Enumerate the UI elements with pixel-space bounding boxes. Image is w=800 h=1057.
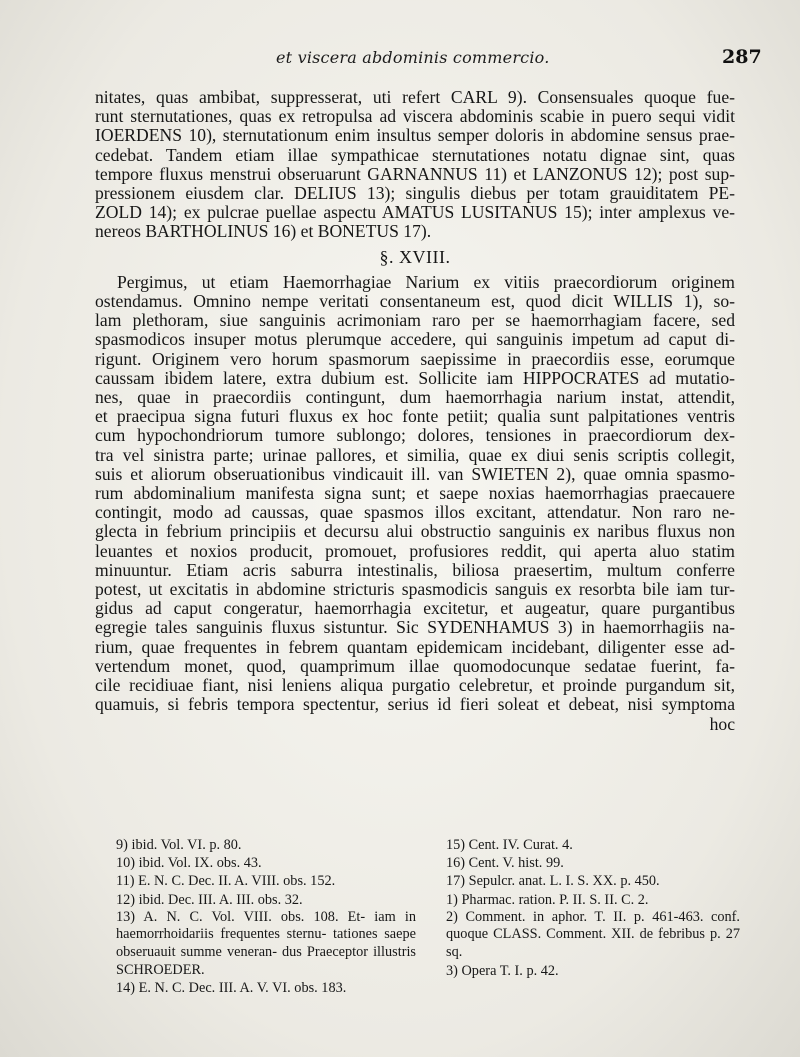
footnotes-right-column: [446, 836, 740, 980]
text-line: runt sternutationes, quas ex retropulsa ad viscera abdominis scabie in puero sequi vidit: [95, 106, 735, 127]
main-text: [95, 88, 735, 734]
text-line: pressionem eiusdem clar. DELIUS 13); singulis diebus per totam grauiditatem PE-: [95, 183, 735, 204]
footnote: 14) E. N. C. Dec. III. A. V. VI. obs. 183.: [116, 980, 347, 997]
text-line: nitates, quas ambibat, suppresserat, uti refert CARL 9). Consensuales quoque fue-: [95, 87, 735, 107]
text-line: ostendamus. Omnino nempe veritati consentaneum est, quod dicit WILLIS 1), so-: [95, 291, 735, 312]
paragraph-2: [95, 273, 735, 734]
footnote: 15) Cent. IV. Curat. 4.: [446, 837, 573, 853]
text-line: IOERDENS 10), sternutationum enim insultus semper doloris in abdomine sensus prae-: [95, 125, 735, 146]
text-line: potest, ut excitatis in abdomine stricturis spasmodicis sanguis ex resorbta bile iam tur-: [95, 579, 735, 600]
text-line: contingit, modo ad caussas, quae spasmos illos excitant, attendatur. Non raro ne-: [95, 502, 735, 523]
text-line: nereos BARTHOLINUS 16) et BONETUS 17).: [95, 221, 432, 242]
footnote: 12) ibid. Dec. III. A. III. obs. 32.: [116, 891, 303, 908]
text-line: minuuntur. Etiam acris saburra intestinalis, biliosa praesertim, multum conferre: [95, 559, 735, 580]
paragraph-1: [95, 88, 735, 242]
footnote: 3) Opera T. I. p. 42.: [446, 962, 559, 979]
text-line: gidus ad caput congeratur, haemorrhagia excitetur, et augeatur, quare purgantibus: [95, 598, 735, 619]
text-line: rium, quae frequentes in febrem quantam epidemicam incidebant, diligenter esse ad-: [95, 636, 735, 657]
text-line: cile recidiuae fiant, nisi leniens aliqua purgatio celebretur, et proinde purgandum sit,: [95, 675, 735, 696]
text-line: rigunt. Originem vero horum spasmorum saepissime in praecordiis esse, eorumque: [95, 348, 735, 369]
text-line: tempore fluxus menstrui obseruarunt GARNANNUS 11) et LANZONUS 12); post sup-: [95, 163, 735, 184]
text-line: cedebat. Tandem etiam illae sympathicae sternutationes notatu dignae sint, quas: [95, 144, 735, 165]
footnote: 16) Cent. V. hist. 99.: [446, 855, 564, 872]
text-line: tra vel sinistra parte; urinae pallores, et similia, quae ex diui senis scriptis collegit,: [95, 444, 735, 465]
footnote: 10) ibid. Vol. IX. obs. 43.: [116, 855, 262, 872]
text-line: spasmodicos insuper motus plerumque accedere, qui sanguinis impetum ad caput di-: [95, 329, 735, 350]
page-number: 287: [722, 46, 762, 68]
text-line: glecta in febrium principiis et decursu alui obstructio sanguinis ex naribus fluxus non: [95, 521, 735, 542]
running-head: et viscera abdominis commercio.: [276, 48, 550, 67]
text-line: nes, quae in praecordiis contingunt, dum haemorrhagia narium instat, attendit,: [95, 387, 735, 408]
catchword: hoc: [709, 713, 735, 734]
text-line: caussam ibidem latere, extra dubium est. Sollicite iam HIPPOCRATES ad mutatio-: [95, 367, 735, 388]
footnote: 13) A. N. C. Vol. VIII. obs. 108. Et- iam in haemorrhoidariis frequentes sternu- tationes saepe obseruauit summe veneran- dus Praeceptor illustris SCHROEDER.: [116, 908, 416, 978]
text-line: quamuis, si febris tempora spectentur, serius id fieri soleat et debeat, nisi symptoma: [95, 694, 735, 715]
footnote: 2) Comment. in aphor. T. II. p. 461-463. conf. quoque CLASS. Comment. XII. de febribus p. 27 sq.: [446, 908, 740, 960]
page-header: [0, 44, 800, 72]
text-line: ZOLD 14); ex pulcrae puellae aspectu AMATUS LUSITANUS 15); inter amplexus ve-: [95, 202, 735, 223]
section-heading: §. XVIII.: [379, 246, 451, 267]
footnotes-left-column: [116, 836, 416, 997]
text-line: leuantes et noxios producit, promouet, profusiores reddit, qui aperta aluo statim: [95, 540, 735, 561]
text-line: Pergimus, ut etiam Haemorrhagiae Narium ex vitiis praecordiorum originem: [117, 271, 735, 292]
text-line: cum hypochondriorum tumore sublongo; dolores, tensiones in praecordiorum dex-: [95, 425, 735, 446]
footnote: 11) E. N. C. Dec. II. A. VIII. obs. 152.: [116, 873, 336, 890]
text-line: vertendum monet, quod, quamprimum illae quomodocunque sedatae fuerint, fa-: [95, 655, 735, 676]
text-line: et praecipua signa futuri fluxus ex hoc fonte petiit; qualia sunt palpitationes ventris: [95, 406, 735, 427]
footnote: 9) ibid. Vol. VI. p. 80.: [116, 837, 242, 853]
footnote: 1) Pharmac. ration. P. II. S. II. C. 2.: [446, 891, 649, 908]
text-line: suis et aliorum obseruationibus vindicauit ill. van SWIETEN 2), quae omnia spasmo-: [95, 463, 735, 484]
text-line: lam plethoram, siue sanguinis acrimoniam raro per se haemorrhagiam facere, sed: [95, 310, 735, 331]
footnote: 17) Sepulcr. anat. L. I. S. XX. p. 450.: [446, 873, 660, 890]
text-line: rum abdominalium manifesta signa sunt; et saepe noxias haemorrhagias praecauere: [95, 483, 735, 504]
text-line: egregie tales sanguinis fluxus sistuntur. Sic SYDENHAMUS 3) in haemorrhagiis na-: [95, 617, 735, 638]
